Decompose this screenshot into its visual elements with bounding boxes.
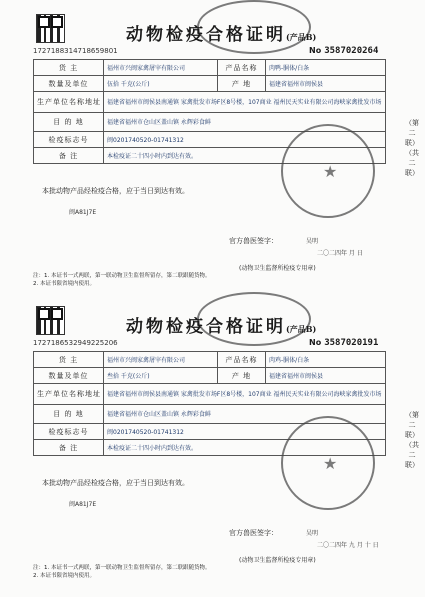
dest-value: 福建省福州市仓山区盖山镇 永辉彩食鲜 — [104, 113, 386, 132]
remark-label: 备 注 — [34, 440, 104, 456]
shipper-label: 货 主 — [34, 352, 104, 368]
plate-label: 检疫标志号 — [34, 424, 104, 440]
official-seal-icon — [281, 416, 375, 510]
declaration: 本批动物产品经检疫合格，应于当日到达有效。 — [42, 479, 189, 487]
remark-label: 备 注 — [34, 148, 104, 164]
copy-indicator: （第二联）（共二联） — [405, 411, 419, 469]
product-label: 产品名称 — [218, 352, 266, 368]
plate-value: 闽0201740520-01741312 — [104, 424, 386, 440]
star-icon: ★ — [323, 454, 338, 473]
cert-number: No 3587020191 — [309, 338, 379, 348]
copy-indicator: （第二联）（共二联） — [405, 119, 419, 177]
footer-seal-text: (动物卫生监督所检疫专用章) — [239, 557, 316, 564]
producer-value: 福建省福州市闽侯县南通镇 家禽批发市场F区8号楼，107商业 福州民天实业有限公司海峡家禽批发市场 — [104, 92, 386, 113]
signer-code: 闽A81J7E — [69, 501, 97, 508]
notes: 注：1. 本证书一式两联，第一联动物卫生监督所留存，第二联跟随货物。 2. 本证书限省境内使用。 — [33, 565, 211, 579]
origin-value: 福建省福州市闽侯县 — [266, 368, 386, 384]
doc-title: 动物检疫合格证明(产品B) — [126, 25, 317, 45]
remark-value: 本检疫证二十四小时内到达有效。 — [104, 148, 386, 164]
doc-title: 动物检疫合格证明(产品B) — [126, 317, 317, 337]
product-label: 产品名称 — [218, 60, 266, 76]
shipper-value: 福州市兴闽家禽屠宰有限公司 — [104, 352, 218, 368]
product-value: 肉鸡-胴体/白条 — [266, 352, 386, 368]
notes: 注：1. 本证书一式两联，第一联动物卫生监督所留存，第二联跟随货物。 2. 本证书限省境内使用。 — [33, 273, 211, 287]
dest-value: 福建省福州市仓山区盖山镇 永辉彩食鲜 — [104, 405, 386, 424]
qty-label: 数量及单位 — [34, 76, 104, 92]
product-value: 肉鸭-胴体/白条 — [266, 60, 386, 76]
origin-value: 福建省福州市闽侯县 — [266, 76, 386, 92]
plate-value: 闽0201740520-01741312 — [104, 132, 386, 148]
remark-value: 本检疫证二十四小时内到达有效。 — [104, 440, 386, 456]
qr-code-icon — [36, 14, 65, 43]
vet-name: 吴明 — [306, 238, 319, 245]
dest-label: 目 的 地 — [34, 405, 104, 424]
certificate-1 — [0, 0, 425, 290]
qr-number: 1727188314718659801 — [33, 47, 118, 55]
producer-label: 生产单位名称地址 — [34, 92, 104, 113]
origin-label: 产 地 — [218, 368, 266, 384]
certificate-2 — [0, 292, 425, 582]
signer-code: 闽A81J7E — [69, 209, 97, 216]
star-icon: ★ — [323, 162, 338, 181]
vet-label: 官方兽医签字： — [229, 237, 278, 245]
dest-label: 目 的 地 — [34, 113, 104, 132]
shipper-label: 货 主 — [34, 60, 104, 76]
qty-value: 伍拾 千克(公斤) — [104, 76, 218, 92]
footer-seal-text: (动物卫生监督所检疫专用章) — [239, 265, 316, 272]
declaration: 本批动物产品经检疫合格，应于当日到达有效。 — [42, 187, 189, 195]
qty-label: 数量及单位 — [34, 368, 104, 384]
issue-date: 二〇二四年 月 日 — [317, 250, 363, 257]
qr-number: 1727186532949225206 — [33, 339, 118, 347]
qty-value: 叁拾 千克(公斤) — [104, 368, 218, 384]
issue-date: 二〇二四年 九 月 十 日 — [317, 542, 379, 549]
vet-name: 吴明 — [306, 530, 319, 537]
producer-value: 福建省福州市闽侯县南通镇 家禽批发市场F区8号楼，107商业 福州民天实业有限公司海峡家禽批发市场 — [104, 384, 386, 405]
cert-number: No 3587020264 — [309, 46, 379, 56]
shipper-value: 福州市兴闽家禽屠宰有限公司 — [104, 60, 218, 76]
qr-code-icon — [36, 306, 65, 335]
vet-label: 官方兽医签字： — [229, 529, 278, 537]
origin-label: 产 地 — [218, 76, 266, 92]
producer-label: 生产单位名称地址 — [34, 384, 104, 405]
plate-label: 检疫标志号 — [34, 132, 104, 148]
official-seal-icon — [281, 124, 375, 218]
